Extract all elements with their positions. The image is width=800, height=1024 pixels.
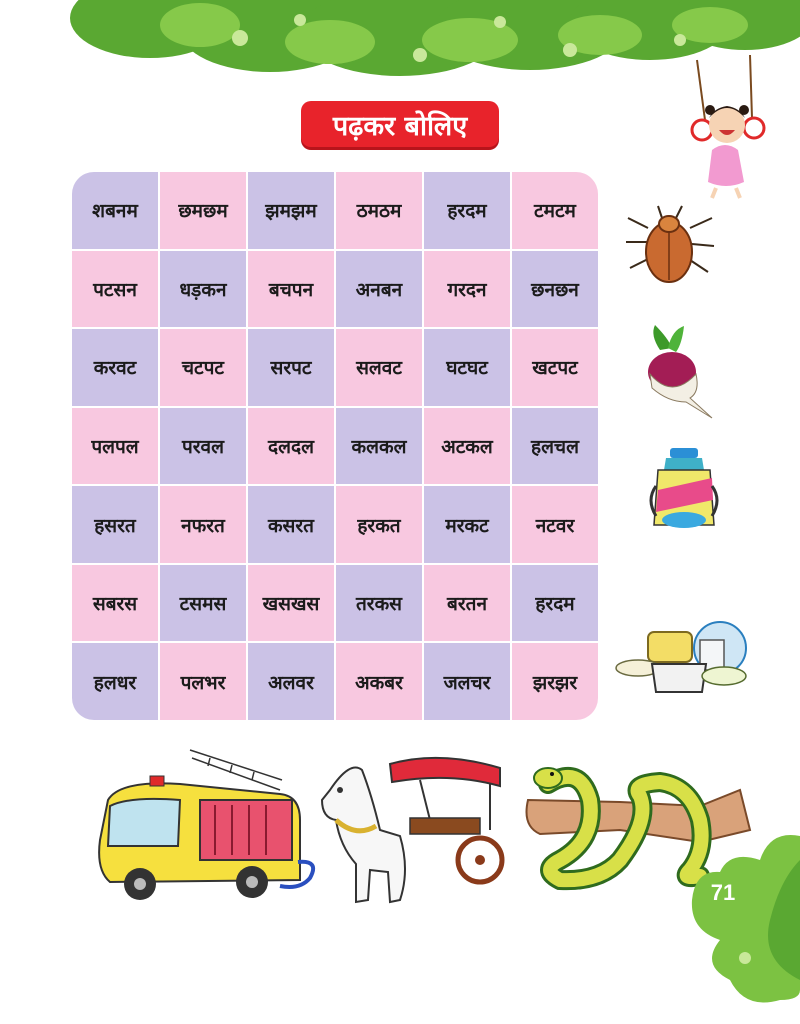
word-cell: दलदल bbox=[248, 408, 334, 485]
word-cell: टमटम bbox=[512, 172, 598, 249]
word-cell: कलकल bbox=[336, 408, 422, 485]
word-cell: करवट bbox=[72, 329, 158, 406]
word-cell: अकबर bbox=[336, 643, 422, 720]
word-cell: झरझर bbox=[512, 643, 598, 720]
word-cell: खटपट bbox=[512, 329, 598, 406]
word-cell: अलवर bbox=[248, 643, 334, 720]
word-cell: बचपन bbox=[248, 251, 334, 328]
word-cell: जलचर bbox=[424, 643, 510, 720]
word-cell: मरकट bbox=[424, 486, 510, 563]
word-cell: अटकल bbox=[424, 408, 510, 485]
word-cell: कसरत bbox=[248, 486, 334, 563]
word-cell: छमछम bbox=[160, 172, 246, 249]
word-cell: हरदम bbox=[424, 172, 510, 249]
word-cell: चटपट bbox=[160, 329, 246, 406]
word-cell: हरकत bbox=[336, 486, 422, 563]
word-cell: तरकस bbox=[336, 565, 422, 642]
word-cell: खसखस bbox=[248, 565, 334, 642]
word-cell: हरदम bbox=[512, 565, 598, 642]
word-cell: शबनम bbox=[72, 172, 158, 249]
word-cell: धड़कन bbox=[160, 251, 246, 328]
page-title: पढ़कर बोलिए bbox=[301, 101, 499, 147]
word-cell: छनछन bbox=[512, 251, 598, 328]
word-cell: ठमठम bbox=[336, 172, 422, 249]
word-cell: गरदन bbox=[424, 251, 510, 328]
word-cell: नटवर bbox=[512, 486, 598, 563]
word-cell: टसमस bbox=[160, 565, 246, 642]
word-cell: बरतन bbox=[424, 565, 510, 642]
word-cell: सरपट bbox=[248, 329, 334, 406]
word-cell: पलपल bbox=[72, 408, 158, 485]
word-cell: झमझम bbox=[248, 172, 334, 249]
word-cell: पटसन bbox=[72, 251, 158, 328]
word-cell: सबरस bbox=[72, 565, 158, 642]
word-cell: हलधर bbox=[72, 643, 158, 720]
word-cell: नफरत bbox=[160, 486, 246, 563]
word-cell: सलवट bbox=[336, 329, 422, 406]
word-cell: हलचल bbox=[512, 408, 598, 485]
word-cell: पलभर bbox=[160, 643, 246, 720]
word-cell: परवल bbox=[160, 408, 246, 485]
word-cell: हसरत bbox=[72, 486, 158, 563]
word-cell: घटघट bbox=[424, 329, 510, 406]
page-number: 71 bbox=[710, 880, 736, 905]
word-cell: अनबन bbox=[336, 251, 422, 328]
